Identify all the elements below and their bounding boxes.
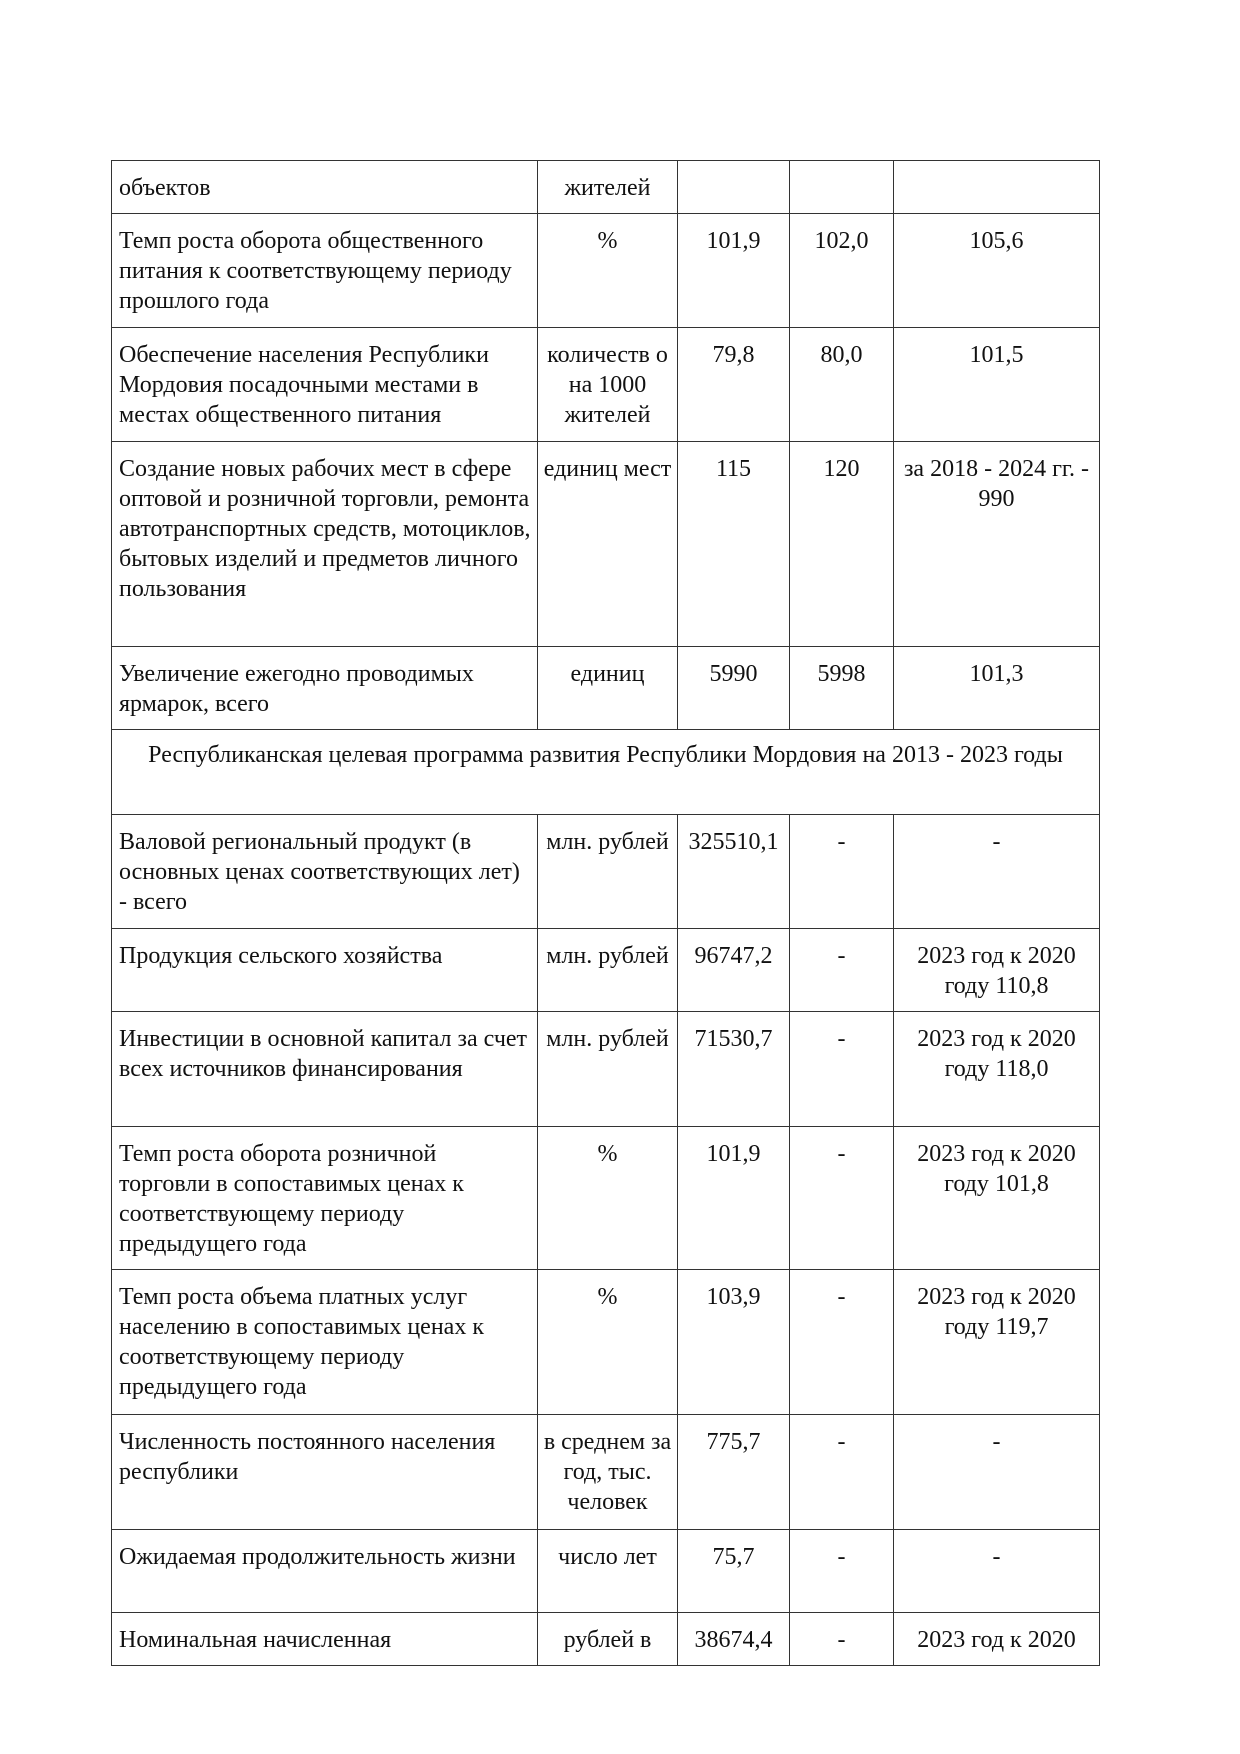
value-cell-3: 101,5 (894, 328, 1100, 442)
unit-cell: количеств о на 1000 жителей (538, 328, 678, 442)
value-cell-1: 96747,2 (678, 929, 790, 1012)
section-title: Республиканская целевая программа развития Республики Мордовия на 2013 - 2023 годы (112, 730, 1100, 815)
unit-cell: млн. рублей (538, 1012, 678, 1127)
indicator-name: Обеспечение населения Республики Мордовия посадочными местами в местах общественного питания (112, 328, 538, 442)
value-cell-1: 325510,1 (678, 815, 790, 929)
table-row (112, 1415, 1100, 1530)
value-cell-1 (678, 161, 790, 214)
value-cell-2 (790, 161, 894, 214)
value-cell-3: 2023 год к 2020 году 119,7 (894, 1270, 1100, 1415)
value-cell-1: 775,7 (678, 1415, 790, 1530)
value-cell-2: - (790, 1613, 894, 1666)
table-row (112, 442, 1100, 647)
value-cell-1: 101,9 (678, 214, 790, 328)
value-cell-2: - (790, 1012, 894, 1127)
unit-cell: % (538, 214, 678, 328)
table-row (112, 1127, 1100, 1270)
table-row (112, 161, 1100, 214)
value-cell-2: - (790, 1270, 894, 1415)
value-cell-1: 79,8 (678, 328, 790, 442)
unit-cell: в среднем за год, тыс. человек (538, 1415, 678, 1530)
unit-cell: единиц мест (538, 442, 678, 647)
value-cell-3: 2023 год к 2020 году 118,0 (894, 1012, 1100, 1127)
table-row (112, 1012, 1100, 1127)
value-cell-3: - (894, 1530, 1100, 1613)
value-cell-2: - (790, 929, 894, 1012)
value-cell-2: 102,0 (790, 214, 894, 328)
section-header-row (112, 730, 1100, 815)
indicator-name: объектов (112, 161, 538, 214)
table-row (112, 1270, 1100, 1415)
value-cell-3: 105,6 (894, 214, 1100, 328)
value-cell-2: - (790, 1415, 894, 1530)
value-cell-2: - (790, 815, 894, 929)
table-row (112, 1613, 1100, 1666)
indicator-name: Увеличение ежегодно проводимых ярмарок, всего (112, 647, 538, 730)
value-cell-1: 38674,4 (678, 1613, 790, 1666)
value-cell-3: - (894, 815, 1100, 929)
indicator-name: Валовой региональный продукт (в основных ценах соответствующих лет) - всего (112, 815, 538, 929)
table-row (112, 214, 1100, 328)
table-row (112, 328, 1100, 442)
value-cell-2: 5998 (790, 647, 894, 730)
table-row (112, 929, 1100, 1012)
indicators-table (111, 160, 1100, 1666)
unit-cell: млн. рублей (538, 815, 678, 929)
unit-cell: % (538, 1270, 678, 1415)
unit-cell: единиц (538, 647, 678, 730)
indicator-name: Темп роста оборота розничной торговли в сопоставимых ценах к соответствующему периоду предыдущего года (112, 1127, 538, 1270)
value-cell-1: 5990 (678, 647, 790, 730)
value-cell-3: за 2018 - 2024 гг. - 990 (894, 442, 1100, 647)
value-cell-1: 75,7 (678, 1530, 790, 1613)
table-row (112, 647, 1100, 730)
value-cell-2: - (790, 1127, 894, 1270)
indicator-name: Продукция сельского хозяйства (112, 929, 538, 1012)
unit-cell: % (538, 1127, 678, 1270)
indicator-name: Ожидаемая продолжительность жизни (112, 1530, 538, 1613)
unit-cell: рублей в (538, 1613, 678, 1666)
unit-cell: число лет (538, 1530, 678, 1613)
value-cell-1: 103,9 (678, 1270, 790, 1415)
unit-cell: млн. рублей (538, 929, 678, 1012)
table-row (112, 815, 1100, 929)
value-cell-2: 80,0 (790, 328, 894, 442)
value-cell-1: 71530,7 (678, 1012, 790, 1127)
value-cell-3: 2023 год к 2020 году 101,8 (894, 1127, 1100, 1270)
table-row (112, 1530, 1100, 1613)
value-cell-2: 120 (790, 442, 894, 647)
indicator-name: Темп роста оборота общественного питания к соответствующему периоду прошлого года (112, 214, 538, 328)
indicator-name: Инвестиции в основной капитал за счет всех источников финансирования (112, 1012, 538, 1127)
indicator-name: Номинальная начисленная (112, 1613, 538, 1666)
value-cell-3: - (894, 1415, 1100, 1530)
value-cell-1: 115 (678, 442, 790, 647)
value-cell-2: - (790, 1530, 894, 1613)
value-cell-3: 2023 год к 2020 (894, 1613, 1100, 1666)
indicator-name: Создание новых рабочих мест в сфере оптовой и розничной торговли, ремонта автотранспортных средств, мотоциклов, бытовых изделий и предметов личного пользования (112, 442, 538, 647)
unit-cell: жителей (538, 161, 678, 214)
value-cell-1: 101,9 (678, 1127, 790, 1270)
value-cell-3 (894, 161, 1100, 214)
indicator-name: Численность постоянного населения республики (112, 1415, 538, 1530)
value-cell-3: 2023 год к 2020 году 110,8 (894, 929, 1100, 1012)
indicator-name: Темп роста объема платных услуг населению в сопоставимых ценах к соответствующему периоду предыдущего года (112, 1270, 538, 1415)
value-cell-3: 101,3 (894, 647, 1100, 730)
